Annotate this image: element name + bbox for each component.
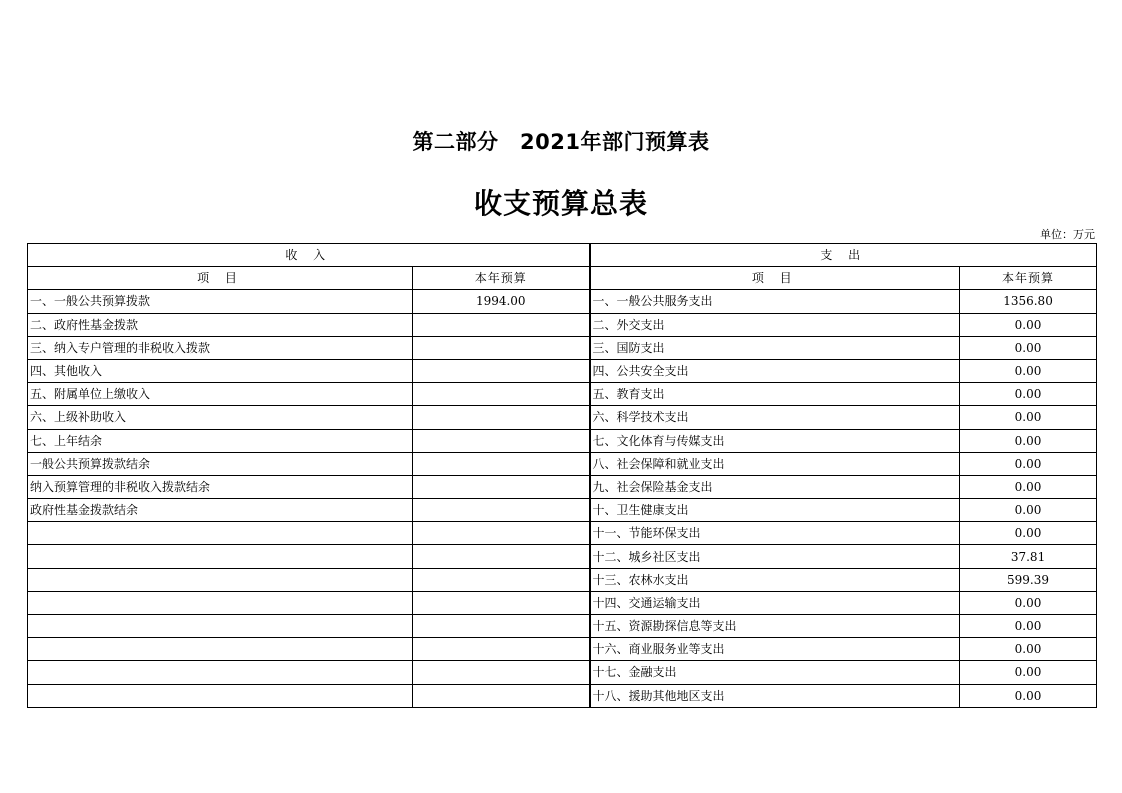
income-budget-cell [413,429,590,452]
income-item-cell [28,591,413,614]
income-budget-cell [413,406,590,429]
expense-item-cell: 二、外交支出 [590,313,960,336]
expense-budget-cell: 599.39 [960,568,1097,591]
income-item-cell: 二、政府性基金拨款 [28,313,413,336]
expense-item-cell: 六、科学技术支出 [590,406,960,429]
income-item-cell [28,522,413,545]
income-budget-cell [413,615,590,638]
part-title: 第二部分 2021年部门预算表 [412,130,710,154]
expense-budget-cell: 37.81 [960,545,1097,568]
income-item-cell [28,684,413,707]
table-row [28,429,1097,452]
expense-budget-cell: 0.00 [960,313,1097,336]
income-budget-cell [413,568,590,591]
expense-budget-cell: 0.00 [960,359,1097,382]
income-item-cell: 四、其他收入 [28,359,413,382]
expense-budget-cell: 0.00 [960,336,1097,359]
table-row [28,638,1097,661]
income-item-cell [28,568,413,591]
income-item-cell: 一般公共预算拨款结余 [28,452,413,475]
income-item-cell: 三、纳入专户管理的非税收入拨款 [28,336,413,359]
income-budget-header: 本年预算 [413,267,590,290]
income-budget-cell [413,383,590,406]
expense-item-cell: 十一、节能环保支出 [590,522,960,545]
table-row [28,568,1097,591]
expense-budget-cell: 0.00 [960,615,1097,638]
table-row [28,545,1097,568]
expense-item-cell: 十四、交通运输支出 [590,591,960,614]
table-row [28,661,1097,684]
expense-budget-cell: 0.00 [960,406,1097,429]
expense-budget-cell: 0.00 [960,522,1097,545]
table-row [28,615,1097,638]
income-budget-cell [413,638,590,661]
income-budget-cell [413,545,590,568]
expense-budget-cell: 0.00 [960,591,1097,614]
income-item-cell: 六、上级补助收入 [28,406,413,429]
income-budget-cell [413,452,590,475]
section-header-row [28,244,1097,267]
expense-item-cell: 十七、金融支出 [590,661,960,684]
budget-table [27,243,1097,708]
expense-item-cell: 十八、援助其他地区支出 [590,684,960,707]
expense-budget-cell: 0.00 [960,475,1097,498]
expense-item-cell: 九、社会保险基金支出 [590,475,960,498]
expense-item-cell: 七、文化体育与传媒支出 [590,429,960,452]
table-row [28,406,1097,429]
income-budget-cell [413,336,590,359]
expense-item-header: 项 目 [590,267,960,290]
expense-item-cell: 三、国防支出 [590,336,960,359]
income-item-cell: 五、附属单位上缴收入 [28,383,413,406]
table-row [28,591,1097,614]
income-budget-cell [413,475,590,498]
unit-label: 单位：万元 [1040,228,1095,241]
income-budget-cell [413,684,590,707]
income-budget-cell [413,359,590,382]
income-item-cell: 政府性基金拨款结余 [28,499,413,522]
table-row [28,522,1097,545]
income-item-cell [28,661,413,684]
expense-item-cell: 一、一般公共服务支出 [590,290,960,313]
table-row [28,383,1097,406]
expense-item-cell: 十六、商业服务业等支出 [590,638,960,661]
expense-budget-cell: 0.00 [960,383,1097,406]
income-item-cell [28,638,413,661]
expense-budget-cell: 0.00 [960,661,1097,684]
expense-item-cell: 十、卫生健康支出 [590,499,960,522]
expense-item-cell: 四、公共安全支出 [590,359,960,382]
expense-section-header: 支 出 [590,244,1097,267]
expense-budget-cell: 1356.80 [960,290,1097,313]
expense-item-cell: 五、教育支出 [590,383,960,406]
expense-item-cell: 八、社会保障和就业支出 [590,452,960,475]
income-budget-cell [413,591,590,614]
expense-item-cell: 十三、农林水支出 [590,568,960,591]
table-row [28,684,1097,707]
income-budget-cell [413,313,590,336]
income-item-cell [28,615,413,638]
expense-budget-cell: 0.00 [960,684,1097,707]
income-item-cell: 纳入预算管理的非税收入拨款结余 [28,475,413,498]
table-title: 收支预算总表 [473,187,648,220]
column-header-row [28,267,1097,290]
expense-budget-header: 本年预算 [960,267,1097,290]
income-item-header: 项 目 [28,267,413,290]
income-budget-cell: 1994.00 [413,290,590,313]
table-row [28,499,1097,522]
expense-budget-cell: 0.00 [960,429,1097,452]
table-row [28,475,1097,498]
expense-budget-cell: 0.00 [960,452,1097,475]
income-item-cell: 一、一般公共预算拨款 [28,290,413,313]
income-item-cell: 七、上年结余 [28,429,413,452]
income-section-header: 收 入 [28,244,590,267]
income-item-cell [28,545,413,568]
expense-item-cell: 十五、资源勘探信息等支出 [590,615,960,638]
table-row [28,359,1097,382]
table-row [28,313,1097,336]
income-budget-cell [413,522,590,545]
income-budget-cell [413,661,590,684]
income-budget-cell [413,499,590,522]
expense-item-cell: 十二、城乡社区支出 [590,545,960,568]
expense-budget-cell: 0.00 [960,499,1097,522]
expense-budget-cell: 0.00 [960,638,1097,661]
table-row [28,336,1097,359]
table-row [28,290,1097,313]
table-row [28,452,1097,475]
